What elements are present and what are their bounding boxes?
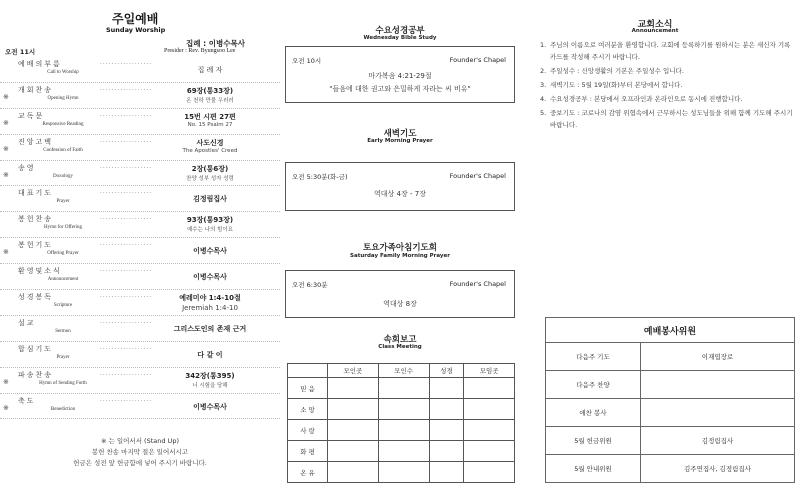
order-value: 93장(통93장) bbox=[186, 216, 234, 225]
stand-up-mark: ※ bbox=[3, 170, 9, 179]
order-detail: The Apostles' Creed bbox=[182, 147, 238, 154]
team-role: 다음주 찬양 bbox=[546, 371, 641, 399]
leader-dots: ·················· bbox=[100, 371, 153, 379]
dawn-box bbox=[285, 162, 515, 211]
leader-dots: ·················· bbox=[100, 164, 153, 172]
class-meeting-body bbox=[288, 378, 515, 483]
table-header: 모인곳 bbox=[328, 364, 379, 378]
stand-up-mark: ※ bbox=[3, 144, 9, 153]
worship-order-row bbox=[0, 290, 280, 316]
meeting-title: 속회보고 bbox=[383, 335, 417, 345]
worship-order-row bbox=[0, 368, 280, 394]
worship-order-row bbox=[0, 264, 280, 290]
item-number: 1. bbox=[540, 41, 547, 49]
table-row bbox=[546, 343, 795, 371]
order-value: 사도신경 bbox=[196, 138, 224, 147]
table-header: 모임곳 bbox=[464, 364, 515, 378]
meeting-subtitle: Class Meeting bbox=[378, 344, 422, 350]
order-detail: Jeremiah 1:4-10 bbox=[182, 304, 238, 313]
announcement-item bbox=[540, 94, 795, 106]
team-body bbox=[546, 343, 795, 483]
class-meeting-table bbox=[287, 363, 515, 483]
class-name: 사 랑 bbox=[288, 420, 328, 441]
announcement-list bbox=[540, 40, 795, 134]
dawn-subtitle: Early Morning Prayer bbox=[367, 138, 433, 144]
order-name-en: Hymn for Offering bbox=[44, 225, 82, 231]
order-value: 342장(통395) bbox=[185, 371, 235, 380]
worship-order-row bbox=[0, 212, 280, 238]
order-name-ko: 대표기도 bbox=[18, 189, 54, 198]
order-name-ko: 예배의부름 bbox=[18, 60, 62, 68]
announcement-item bbox=[540, 40, 795, 63]
worship-order-list bbox=[0, 57, 280, 419]
table-cell bbox=[378, 378, 429, 399]
order-value: 집 례 자 bbox=[197, 66, 223, 74]
presider-en: Presider : Rev. Byungsoo Lee bbox=[164, 48, 236, 54]
saturday-subtitle: Saturday Family Morning Prayer bbox=[350, 253, 450, 259]
announcement-item bbox=[540, 80, 795, 92]
team-member bbox=[641, 399, 795, 427]
table-cell bbox=[328, 462, 379, 483]
stand-up-mark: ※ bbox=[3, 403, 9, 412]
leader-dots: ·················· bbox=[100, 216, 153, 224]
worship-order-row bbox=[0, 161, 280, 187]
order-name-ko: 봉헌찬송 bbox=[18, 215, 54, 224]
table-cell bbox=[464, 441, 515, 462]
order-value: 다 같 이 bbox=[197, 350, 223, 359]
team-role: 다음주 기도 bbox=[546, 343, 641, 371]
team-role: 5월 헌금위원 bbox=[546, 427, 641, 455]
order-name-en: Benediction bbox=[50, 406, 76, 412]
order-name-en: Sermon bbox=[55, 328, 71, 334]
worship-order-row bbox=[0, 316, 280, 342]
order-detail: 찬양 성부 성자 성령 bbox=[186, 175, 234, 182]
order-value: 15번 시편 27편 bbox=[184, 112, 236, 121]
saturday-title: 토요가족아침기도회 bbox=[363, 243, 437, 253]
team-title: 예배봉사위원 bbox=[546, 318, 795, 343]
table-header: 모인수 bbox=[378, 364, 429, 378]
team-member bbox=[641, 371, 795, 399]
wednesday-place: Founder's Chapel bbox=[449, 56, 506, 64]
wednesday-time: 오전 10시 bbox=[292, 57, 322, 65]
order-name-ko: 합심기도 bbox=[18, 344, 54, 353]
order-name-en: Offering Prayer bbox=[47, 251, 79, 257]
worship-order-row bbox=[0, 57, 280, 83]
order-value: 2장(통6장) bbox=[191, 164, 229, 173]
leader-dots: ·················· bbox=[100, 138, 153, 146]
order-name-en: Doxology bbox=[53, 173, 73, 179]
order-value: 그리스도인의 존재 근거 bbox=[173, 324, 247, 333]
item-text: 수요성경공부 : 본당에서 오프라인과 온라인으로 동시에 진행합니다. bbox=[550, 94, 743, 103]
table-header-row bbox=[288, 364, 515, 378]
stand-up-mark: ※ bbox=[3, 377, 9, 386]
table-cell bbox=[429, 462, 464, 483]
sunday-subtitle: Sunday Worship bbox=[106, 26, 166, 34]
dawn-time: 오전 5:30분(화-금) bbox=[292, 173, 348, 181]
leader-dots: ·················· bbox=[100, 61, 153, 68]
class-name: 화 평 bbox=[288, 441, 328, 462]
leader-dots: ·················· bbox=[100, 319, 153, 327]
table-cell bbox=[464, 462, 515, 483]
order-value: 김정림집사 bbox=[193, 195, 227, 204]
order-name-en: Call to Worship bbox=[47, 70, 79, 75]
order-name-en: Confession of Faith bbox=[43, 147, 83, 153]
item-number: 4. bbox=[540, 94, 547, 103]
saturday-scripture: 역대상 8장 bbox=[383, 300, 417, 308]
note-line: ※ 는 일어서서 (Stand Up) bbox=[101, 437, 179, 445]
order-detail: 너 시험을 당해 bbox=[192, 382, 228, 389]
wednesday-title: 수요성경공부 bbox=[375, 26, 425, 36]
worship-service-team-table bbox=[545, 317, 795, 483]
table-row bbox=[288, 441, 515, 462]
sunday-worship-section bbox=[0, 0, 280, 485]
item-text: 새벽기도 : 5월 19일(화)부터 본당에서 합니다. bbox=[550, 80, 683, 89]
table-row bbox=[546, 371, 795, 399]
team-role: 5월 안내위원 bbox=[546, 455, 641, 483]
leader-dots: ·················· bbox=[100, 242, 153, 250]
order-name-ko: 봉헌기도 bbox=[18, 241, 54, 250]
item-number: 2. bbox=[540, 66, 547, 75]
team-member: 김주연집사, 김정림집사 bbox=[641, 455, 795, 483]
table-cell bbox=[429, 378, 464, 399]
item-text: 주일성수 : 신앙생활의 기본은 주일성수 입니다. bbox=[550, 66, 684, 75]
table-header: 성경 bbox=[429, 364, 464, 378]
order-value: 이병수목사 bbox=[193, 402, 227, 411]
leader-dots: ·················· bbox=[100, 397, 153, 405]
table-cell bbox=[328, 420, 379, 441]
worship-notes bbox=[0, 436, 280, 469]
presider-ko: 집례 : 이병수목사 bbox=[186, 39, 245, 48]
saturday-time: 오전 6:30분 bbox=[292, 281, 328, 289]
table-cell bbox=[378, 441, 429, 462]
table-header bbox=[288, 364, 328, 378]
worship-order-row bbox=[0, 394, 280, 420]
order-name-en: Opening Hymn bbox=[47, 95, 79, 101]
note-line: 헌금은 성전 앞 헌금함에 넣어 주시기 바랍니다. bbox=[73, 459, 207, 467]
dawn-scripture: 역대상 4장 - 7장 bbox=[374, 190, 426, 198]
order-name-en: Prayer bbox=[56, 199, 70, 205]
announce-subtitle: Announcement bbox=[631, 28, 679, 34]
table-cell bbox=[464, 399, 515, 420]
order-name-en: Announcement bbox=[47, 277, 79, 283]
leader-dots: ·················· bbox=[100, 345, 153, 353]
stand-up-mark: ※ bbox=[3, 92, 9, 101]
leader-dots: ·················· bbox=[100, 294, 153, 302]
order-name-ko: 송영 bbox=[18, 163, 36, 172]
class-name: 믿 음 bbox=[288, 378, 328, 399]
table-row bbox=[288, 420, 515, 441]
table-cell bbox=[464, 378, 515, 399]
item-text: 주님의 이름으로 여러분을 환영합니다. 교회에 등록하기를 원하시는 분은 새신자 기록카드를 작성해 주시기 바랍니다. bbox=[550, 41, 791, 61]
team-role: 애찬 봉사 bbox=[546, 399, 641, 427]
order-name-en: Hymn of Sending Forth bbox=[39, 380, 87, 386]
stand-up-mark: ※ bbox=[3, 248, 9, 257]
table-cell bbox=[464, 420, 515, 441]
order-detail: 예수는 나의 힘이요 bbox=[186, 227, 233, 234]
worship-order-row bbox=[0, 342, 280, 368]
worship-order-row bbox=[0, 135, 280, 161]
order-name-ko: 파송찬송 bbox=[18, 370, 54, 379]
service-time: 오전 11시 bbox=[5, 48, 36, 56]
item-number: 5. bbox=[540, 108, 547, 117]
worship-order-row bbox=[0, 186, 280, 212]
order-name-ko: 개회찬송 bbox=[18, 85, 54, 94]
order-name-en: Scripture bbox=[53, 303, 73, 309]
order-value: 이병수목사 bbox=[193, 273, 227, 282]
table-cell bbox=[328, 378, 379, 399]
order-name-ko: 환영및소식 bbox=[18, 267, 62, 276]
class-name: 소 망 bbox=[288, 399, 328, 420]
order-value: 이병수목사 bbox=[193, 247, 227, 256]
table-row bbox=[546, 455, 795, 483]
table-row bbox=[288, 462, 515, 483]
leader-dots: ·················· bbox=[100, 112, 153, 120]
announcement-item bbox=[540, 66, 795, 78]
stand-up-mark: ※ bbox=[3, 118, 9, 127]
order-name-ko: 설교 bbox=[18, 318, 36, 327]
wednesday-subtitle: Wednesday Bible Study bbox=[363, 35, 437, 41]
leader-dots: ·················· bbox=[100, 190, 153, 198]
item-number: 3. bbox=[540, 80, 547, 89]
worship-order-row bbox=[0, 83, 280, 109]
order-value: 예레미야 1:4-10절 bbox=[179, 294, 241, 303]
table-cell bbox=[328, 441, 379, 462]
wednesday-scripture: 마가복음 4:21-29절 bbox=[368, 72, 432, 80]
table-row bbox=[288, 378, 515, 399]
table-cell bbox=[429, 399, 464, 420]
note-line: 봉헌 찬송 마지막 절은 일어서시고 bbox=[91, 448, 189, 456]
table-cell bbox=[378, 399, 429, 420]
worship-order-row bbox=[0, 109, 280, 135]
worship-order-row bbox=[0, 238, 280, 264]
order-name-ko: 진앙고백 bbox=[18, 137, 54, 146]
leader-dots: ·················· bbox=[100, 86, 153, 94]
wednesday-box bbox=[285, 46, 515, 103]
team-member: 이재엽장로 bbox=[641, 343, 795, 371]
class-name: 온 유 bbox=[288, 462, 328, 483]
order-detail: No. 15 Psalm 27 bbox=[187, 121, 233, 128]
table-row bbox=[546, 399, 795, 427]
table-cell bbox=[429, 420, 464, 441]
order-name-ko: 축도 bbox=[18, 396, 36, 405]
announce-title: 교회소식 bbox=[637, 20, 673, 30]
saturday-place: Founder's Chapel bbox=[449, 280, 506, 288]
sunday-title: 주일예배 bbox=[112, 12, 159, 26]
table-cell bbox=[328, 399, 379, 420]
table-cell bbox=[378, 420, 429, 441]
leader-dots: ·················· bbox=[100, 268, 153, 276]
table-row bbox=[288, 399, 515, 420]
order-detail: 온 천하 만물 우러러 bbox=[186, 97, 234, 104]
table-cell bbox=[429, 441, 464, 462]
wednesday-topic: "들음에 대한 권고와 은밀하게 자라는 씨 비유" bbox=[329, 85, 471, 93]
order-name-en: Prayer bbox=[56, 354, 70, 360]
dawn-title: 새벽기도 bbox=[383, 129, 417, 139]
order-value: 69장(통33장) bbox=[186, 86, 234, 95]
saturday-box bbox=[285, 270, 515, 318]
dawn-place: Founder's Chapel bbox=[449, 172, 506, 180]
announcement-item bbox=[540, 108, 795, 131]
table-row bbox=[546, 427, 795, 455]
item-text: 중보기도 : 코로나의 감염 위협속에서 근무하시는 성도님들을 위해 함께 기도해 주시기 바랍니다. bbox=[550, 108, 793, 129]
order-name-ko: 교독문 bbox=[18, 111, 45, 120]
team-member: 김정림집사 bbox=[641, 427, 795, 455]
table-cell bbox=[378, 462, 429, 483]
order-name-en: Responsive Reading bbox=[42, 121, 84, 127]
order-name-ko: 성경봉독 bbox=[18, 293, 54, 302]
